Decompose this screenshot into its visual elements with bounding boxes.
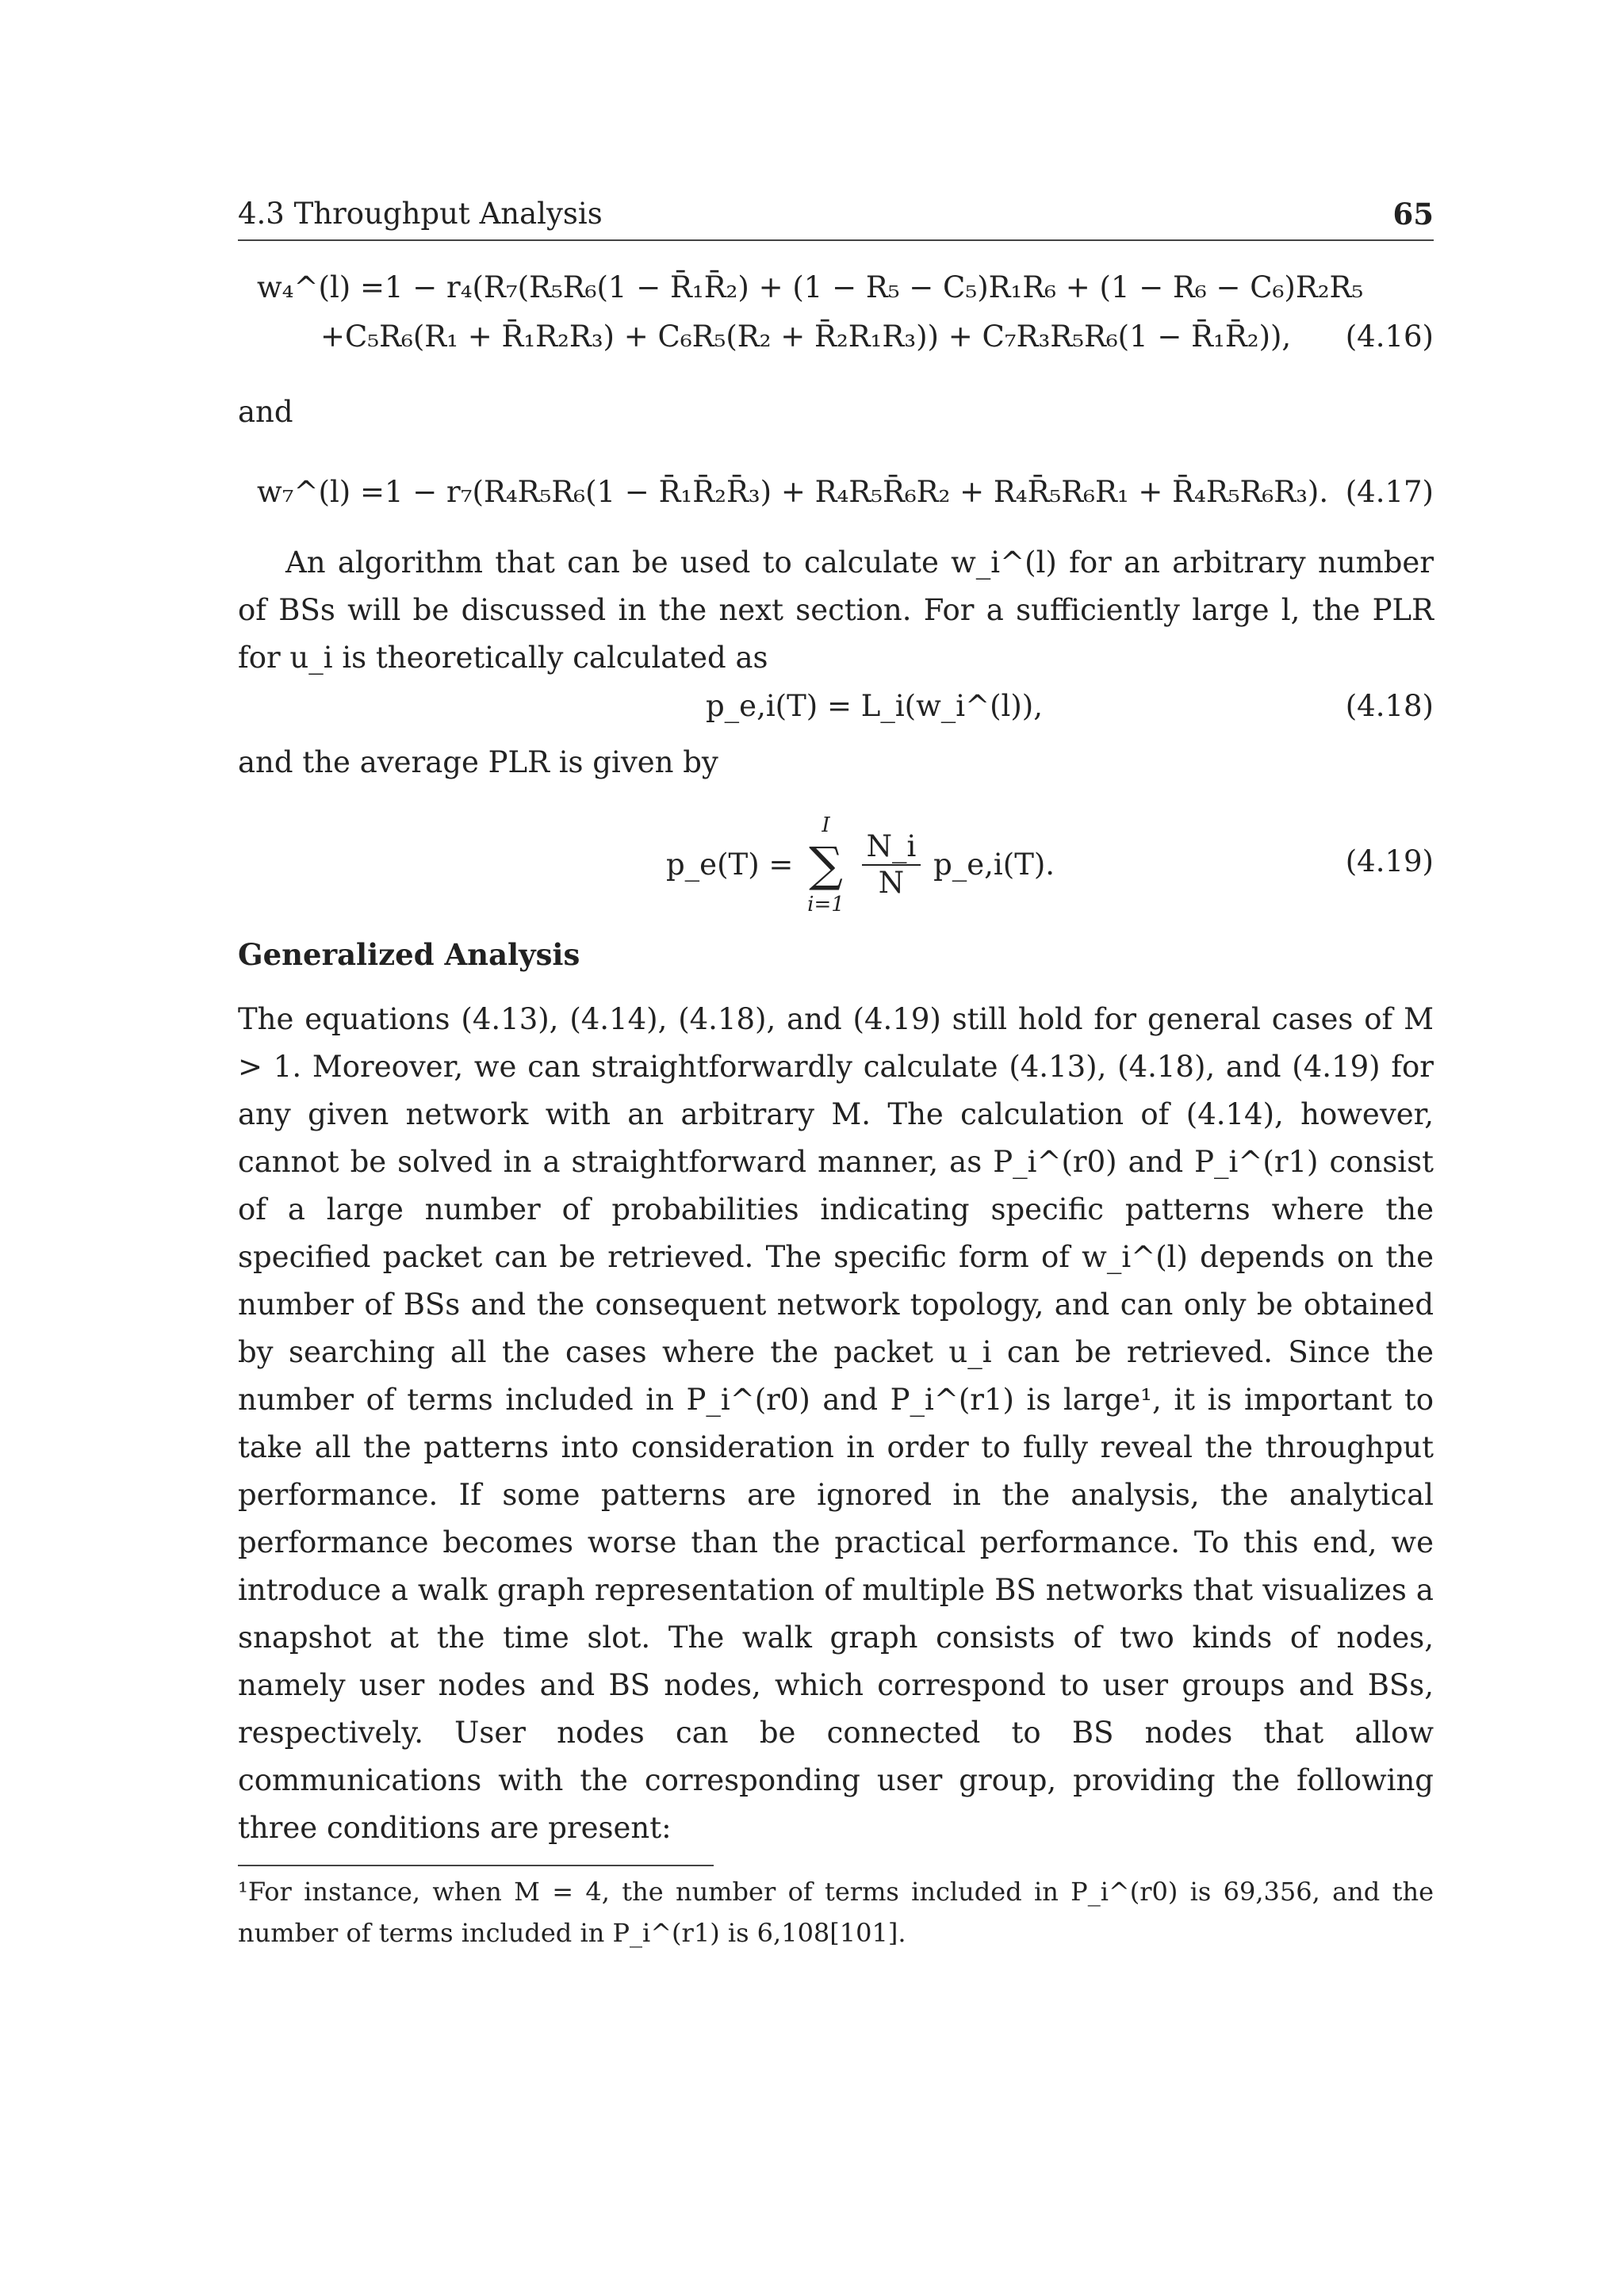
summation-upper-limit: I [822, 813, 830, 837]
equation-4-19-body [666, 810, 1055, 920]
equation-4-17 [238, 468, 1434, 517]
fraction-numerator: N_i [862, 829, 921, 866]
equation-4-17-body: w₇^(l) =1 − r₇(R₄R₅R₆(1 − R̄₁R̄₂R̄₃) + R₄R₅R̄₆R₂ + R₄R̄₅R₆R₁ + R̄₄R₅R₆R₃). [257, 475, 1329, 509]
equation-number-4-18: (4.18) [1345, 689, 1434, 723]
footnote-divider [238, 1865, 714, 1866]
equation-4-19-rhs: p_e,i(T). [933, 848, 1055, 882]
equation-4-16 [238, 263, 1434, 374]
equation-number-4-17: (4.17) [1345, 475, 1434, 509]
page [238, 190, 1434, 1954]
equation-number-4-16: (4.16) [1345, 320, 1434, 354]
equation-number-4-19: (4.19) [1345, 844, 1434, 878]
equation-4-16-line2: +C₅R₆(R₁ + R̄₁R₂R₃) + C₆R₅(R₂ + R̄₂R₁R₃)) + C₇R₃R₅R₆(1 − R̄₁R̄₂)), [320, 320, 1292, 354]
summation-operator [807, 810, 845, 920]
equation-4-18-body: p_e,i(T) = L_i(w_i^(l)), [706, 689, 1043, 723]
equation-4-18 [238, 682, 1434, 731]
summation-sign: ∑ [809, 837, 843, 893]
page-number: 65 [1392, 197, 1434, 232]
paragraph-average-plr: and the average PLR is given by [238, 745, 718, 779]
fraction [862, 829, 921, 901]
summation-lower-limit: i=1 [807, 893, 845, 916]
paragraph-algorithm: An algorithm that can be used to calculate w_i^(l) for an arbitrary number of BSs will be discussed in the next section. For a sufficiently large l, the PLR for u_i is theoretically calculated as [238, 545, 1434, 675]
equation-4-16-line1: w₄^(l) =1 − r₄(R₇(R₅R₆(1 − R̄₁R̄₂) + (1 − R₅ − C₅)R₁R₆ + (1 − R₆ − C₆)R₂R₅ [257, 270, 1364, 304]
paragraph-generalized-analysis: The equations (4.13), (4.14), (4.18), and (4.19) still hold for general cases of M > 1. Moreover, we can straightforwardly calculate (4.13), (4.18), and (4.19) for any given network with an arbitrary M. The calculation of (4.14), however, cannot be solved in a straightforward manner, as P_i^(r0) and P_i^(r1) consist of a large number of probabilities indicating specific patterns where the specified packet can be retrieved. The specific form of w_i^(l) depends on the number of BSs and the consequent network topology, and can only be obtained by searching all the cases where the packet u_i can be retrieved. Since the number of terms included in P_i^(r0) and P_i^(r1) is large¹, it is important to take all the patterns into consideration in order to fully reveal the throughput performance. If some patterns are ignored in the analysis, the analytical performance becomes worse than the practical performance. To this end, we introduce a walk graph representation of multiple BS networks that visualizes a snapshot at the time slot. The walk graph consists of two kinds of nodes, namely user nodes and BS nodes, which correspond to user groups and BSs, respectively. User nodes can be connected to BS nodes that allow communications with the corresponding user group, providing the following three conditions are present: [238, 1002, 1434, 1845]
fraction-denominator: N [878, 866, 905, 900]
footnote: ¹For instance, when M = 4, the number of terms included in P_i^(r0) is 69,356, and the number of terms included in P_i^(r1) is 6,108[101]. [238, 1877, 1434, 1948]
and-text: and [238, 395, 293, 429]
equation-4-19 [238, 802, 1434, 921]
equation-4-19-lhs: p_e(T) = [666, 848, 794, 882]
section-title: 4.3 Throughput Analysis [238, 197, 603, 231]
section-heading: Generalized Analysis [238, 937, 580, 972]
running-head [238, 190, 1434, 241]
